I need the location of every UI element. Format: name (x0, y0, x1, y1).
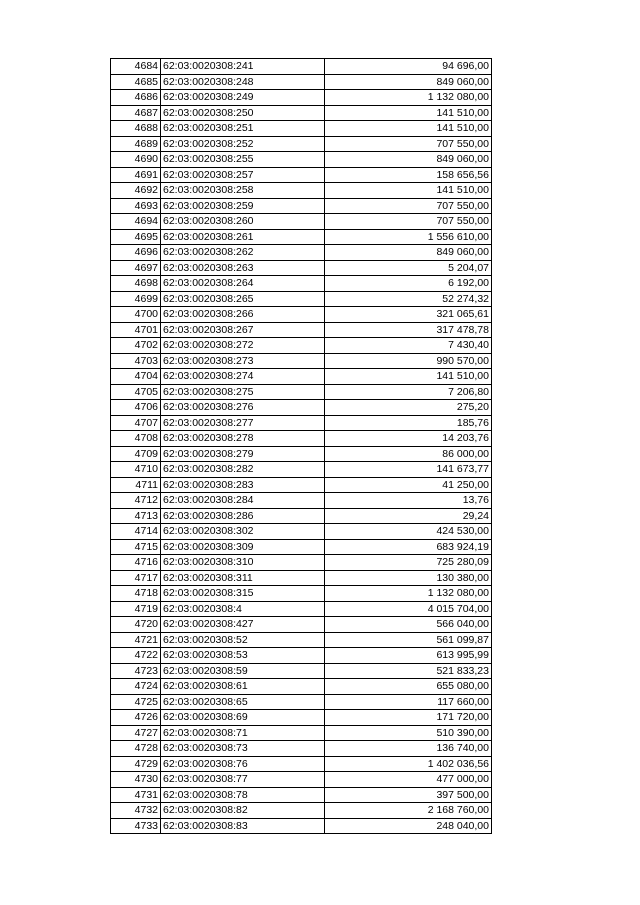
row-number-cell: 4728 (111, 741, 161, 757)
row-number-cell: 4711 (111, 477, 161, 493)
amount-cell: 1 556 610,00 (325, 229, 492, 245)
table-row (111, 601, 492, 617)
table-row (111, 291, 492, 307)
table-row (111, 74, 492, 90)
amount-cell: 725 280,09 (325, 555, 492, 571)
row-number-cell: 4717 (111, 570, 161, 586)
row-number-cell: 4733 (111, 818, 161, 834)
cadastral-number-cell: 62:03:0020308:65 (161, 694, 325, 710)
row-number-cell: 4695 (111, 229, 161, 245)
amount-cell: 321 065,61 (325, 307, 492, 323)
cadastral-number-cell: 62:03:0020308:315 (161, 586, 325, 602)
amount-cell: 707 550,00 (325, 214, 492, 230)
amount-cell: 1 132 080,00 (325, 586, 492, 602)
amount-cell: 521 833,23 (325, 663, 492, 679)
row-number-cell: 4729 (111, 756, 161, 772)
row-number-cell: 4712 (111, 493, 161, 509)
amount-cell: 510 390,00 (325, 725, 492, 741)
cadastral-number-cell: 62:03:0020308:278 (161, 431, 325, 447)
cadastral-number-cell: 62:03:0020308:251 (161, 121, 325, 137)
cadastral-number-cell: 62:03:0020308:258 (161, 183, 325, 199)
amount-cell: 275,20 (325, 400, 492, 416)
amount-cell: 94 696,00 (325, 59, 492, 75)
cadastral-number-cell: 62:03:0020308:302 (161, 524, 325, 540)
amount-cell: 990 570,00 (325, 353, 492, 369)
table-row (111, 648, 492, 664)
row-number-cell: 4725 (111, 694, 161, 710)
table-row (111, 446, 492, 462)
table-row (111, 245, 492, 261)
cadastral-number-cell: 62:03:0020308:59 (161, 663, 325, 679)
cadastral-number-cell: 62:03:0020308:311 (161, 570, 325, 586)
table-body (111, 59, 492, 834)
cadastral-number-cell: 62:03:0020308:266 (161, 307, 325, 323)
amount-cell: 1 402 036,56 (325, 756, 492, 772)
amount-cell: 849 060,00 (325, 152, 492, 168)
table-row (111, 369, 492, 385)
amount-cell: 141 510,00 (325, 369, 492, 385)
row-number-cell: 4704 (111, 369, 161, 385)
amount-cell: 4 015 704,00 (325, 601, 492, 617)
row-number-cell: 4727 (111, 725, 161, 741)
row-number-cell: 4699 (111, 291, 161, 307)
amount-cell: 566 040,00 (325, 617, 492, 633)
cadastral-number-cell: 62:03:0020308:276 (161, 400, 325, 416)
amount-cell: 477 000,00 (325, 772, 492, 788)
cadastral-number-cell: 62:03:0020308:309 (161, 539, 325, 555)
table-row (111, 524, 492, 540)
amount-cell: 613 995,99 (325, 648, 492, 664)
amount-cell: 141 673,77 (325, 462, 492, 478)
row-number-cell: 4732 (111, 803, 161, 819)
table-row (111, 322, 492, 338)
table-row (111, 787, 492, 803)
row-number-cell: 4684 (111, 59, 161, 75)
table-row (111, 214, 492, 230)
table-row (111, 152, 492, 168)
row-number-cell: 4702 (111, 338, 161, 354)
cadastral-number-cell: 62:03:0020308:310 (161, 555, 325, 571)
cadastral-number-cell: 62:03:0020308:284 (161, 493, 325, 509)
row-number-cell: 4707 (111, 415, 161, 431)
table-row (111, 725, 492, 741)
row-number-cell: 4731 (111, 787, 161, 803)
cadastral-number-cell: 62:03:0020308:427 (161, 617, 325, 633)
amount-cell: 52 274,32 (325, 291, 492, 307)
amount-cell: 130 380,00 (325, 570, 492, 586)
table-row (111, 276, 492, 292)
row-number-cell: 4713 (111, 508, 161, 524)
table-row (111, 338, 492, 354)
cadastral-number-cell: 62:03:0020308:262 (161, 245, 325, 261)
table-row (111, 710, 492, 726)
amount-cell: 41 250,00 (325, 477, 492, 493)
row-number-cell: 4716 (111, 555, 161, 571)
row-number-cell: 4724 (111, 679, 161, 695)
table-row (111, 803, 492, 819)
amount-cell: 6 192,00 (325, 276, 492, 292)
cadastral-number-cell: 62:03:0020308:83 (161, 818, 325, 834)
table-row (111, 694, 492, 710)
row-number-cell: 4730 (111, 772, 161, 788)
cadastral-number-cell: 62:03:0020308:250 (161, 105, 325, 121)
table-row (111, 229, 492, 245)
table-row (111, 772, 492, 788)
amount-cell: 1 132 080,00 (325, 90, 492, 106)
cadastral-number-cell: 62:03:0020308:267 (161, 322, 325, 338)
cadastral-number-cell: 62:03:0020308:257 (161, 167, 325, 183)
amount-cell: 86 000,00 (325, 446, 492, 462)
row-number-cell: 4693 (111, 198, 161, 214)
cadastral-number-cell: 62:03:0020308:259 (161, 198, 325, 214)
row-number-cell: 4718 (111, 586, 161, 602)
amount-cell: 117 660,00 (325, 694, 492, 710)
table-row (111, 59, 492, 75)
table-row (111, 353, 492, 369)
row-number-cell: 4715 (111, 539, 161, 555)
row-number-cell: 4720 (111, 617, 161, 633)
amount-cell: 424 530,00 (325, 524, 492, 540)
amount-cell: 707 550,00 (325, 198, 492, 214)
amount-cell: 849 060,00 (325, 74, 492, 90)
amount-cell: 171 720,00 (325, 710, 492, 726)
table-row (111, 570, 492, 586)
amount-cell: 317 478,78 (325, 322, 492, 338)
table-row (111, 105, 492, 121)
cadastral-number-cell: 62:03:0020308:264 (161, 276, 325, 292)
cadastral-number-cell: 62:03:0020308:82 (161, 803, 325, 819)
table-row (111, 663, 492, 679)
row-number-cell: 4687 (111, 105, 161, 121)
amount-cell: 158 656,56 (325, 167, 492, 183)
row-number-cell: 4700 (111, 307, 161, 323)
table-row (111, 90, 492, 106)
row-number-cell: 4705 (111, 384, 161, 400)
table-row (111, 493, 492, 509)
amount-cell: 5 204,07 (325, 260, 492, 276)
row-number-cell: 4722 (111, 648, 161, 664)
table-row (111, 555, 492, 571)
cadastral-number-cell: 62:03:0020308:263 (161, 260, 325, 276)
row-number-cell: 4686 (111, 90, 161, 106)
amount-cell: 136 740,00 (325, 741, 492, 757)
amount-cell: 141 510,00 (325, 121, 492, 137)
row-number-cell: 4709 (111, 446, 161, 462)
row-number-cell: 4694 (111, 214, 161, 230)
row-number-cell: 4726 (111, 710, 161, 726)
table-row (111, 384, 492, 400)
table-row (111, 679, 492, 695)
table-row (111, 400, 492, 416)
amount-cell: 683 924,19 (325, 539, 492, 555)
amount-cell: 141 510,00 (325, 183, 492, 199)
cadastral-number-cell: 62:03:0020308:255 (161, 152, 325, 168)
table-row (111, 586, 492, 602)
row-number-cell: 4692 (111, 183, 161, 199)
cadastral-number-cell: 62:03:0020308:272 (161, 338, 325, 354)
cadastral-number-cell: 62:03:0020308:241 (161, 59, 325, 75)
amount-cell: 849 060,00 (325, 245, 492, 261)
row-number-cell: 4698 (111, 276, 161, 292)
amount-cell: 14 203,76 (325, 431, 492, 447)
row-number-cell: 4697 (111, 260, 161, 276)
table-row (111, 121, 492, 137)
row-number-cell: 4691 (111, 167, 161, 183)
row-number-cell: 4690 (111, 152, 161, 168)
cadastral-number-cell: 62:03:0020308:252 (161, 136, 325, 152)
amount-cell: 707 550,00 (325, 136, 492, 152)
table-row (111, 431, 492, 447)
row-number-cell: 4708 (111, 431, 161, 447)
row-number-cell: 4719 (111, 601, 161, 617)
amount-cell: 397 500,00 (325, 787, 492, 803)
table-row (111, 632, 492, 648)
row-number-cell: 4701 (111, 322, 161, 338)
row-number-cell: 4710 (111, 462, 161, 478)
table-row (111, 198, 492, 214)
cadastral-number-cell: 62:03:0020308:78 (161, 787, 325, 803)
cadastral-number-cell: 62:03:0020308:53 (161, 648, 325, 664)
table-row (111, 462, 492, 478)
cadastral-number-cell: 62:03:0020308:61 (161, 679, 325, 695)
row-number-cell: 4696 (111, 245, 161, 261)
cadastral-number-cell: 62:03:0020308:275 (161, 384, 325, 400)
cadastral-number-cell: 62:03:0020308:274 (161, 369, 325, 385)
table-row (111, 415, 492, 431)
row-number-cell: 4703 (111, 353, 161, 369)
amount-cell: 29,24 (325, 508, 492, 524)
data-table (110, 58, 492, 834)
amount-cell: 655 080,00 (325, 679, 492, 695)
cadastral-number-cell: 62:03:0020308:52 (161, 632, 325, 648)
cadastral-number-cell: 62:03:0020308:249 (161, 90, 325, 106)
amount-cell: 7 206,80 (325, 384, 492, 400)
table-row (111, 617, 492, 633)
table-row (111, 508, 492, 524)
amount-cell: 185,76 (325, 415, 492, 431)
amount-cell: 141 510,00 (325, 105, 492, 121)
row-number-cell: 4721 (111, 632, 161, 648)
table-row (111, 136, 492, 152)
amount-cell: 13,76 (325, 493, 492, 509)
row-number-cell: 4689 (111, 136, 161, 152)
table-row (111, 167, 492, 183)
cadastral-number-cell: 62:03:0020308:283 (161, 477, 325, 493)
cadastral-number-cell: 62:03:0020308:282 (161, 462, 325, 478)
amount-cell: 2 168 760,00 (325, 803, 492, 819)
cadastral-number-cell: 62:03:0020308:261 (161, 229, 325, 245)
cadastral-number-cell: 62:03:0020308:260 (161, 214, 325, 230)
table-row (111, 756, 492, 772)
cadastral-number-cell: 62:03:0020308:4 (161, 601, 325, 617)
table-row (111, 818, 492, 834)
cadastral-number-cell: 62:03:0020308:279 (161, 446, 325, 462)
table-row (111, 539, 492, 555)
row-number-cell: 4706 (111, 400, 161, 416)
cadastral-number-cell: 62:03:0020308:248 (161, 74, 325, 90)
row-number-cell: 4723 (111, 663, 161, 679)
cadastral-number-cell: 62:03:0020308:69 (161, 710, 325, 726)
amount-cell: 561 099,87 (325, 632, 492, 648)
row-number-cell: 4688 (111, 121, 161, 137)
cadastral-number-cell: 62:03:0020308:77 (161, 772, 325, 788)
table-row (111, 477, 492, 493)
amount-cell: 248 040,00 (325, 818, 492, 834)
table-row (111, 307, 492, 323)
cadastral-number-cell: 62:03:0020308:265 (161, 291, 325, 307)
row-number-cell: 4685 (111, 74, 161, 90)
cadastral-number-cell: 62:03:0020308:277 (161, 415, 325, 431)
row-number-cell: 4714 (111, 524, 161, 540)
cadastral-number-cell: 62:03:0020308:76 (161, 756, 325, 772)
cadastral-number-cell: 62:03:0020308:273 (161, 353, 325, 369)
cadastral-number-cell: 62:03:0020308:286 (161, 508, 325, 524)
cadastral-number-cell: 62:03:0020308:71 (161, 725, 325, 741)
amount-cell: 7 430,40 (325, 338, 492, 354)
table-row (111, 260, 492, 276)
table-row (111, 183, 492, 199)
cadastral-number-cell: 62:03:0020308:73 (161, 741, 325, 757)
table-row (111, 741, 492, 757)
